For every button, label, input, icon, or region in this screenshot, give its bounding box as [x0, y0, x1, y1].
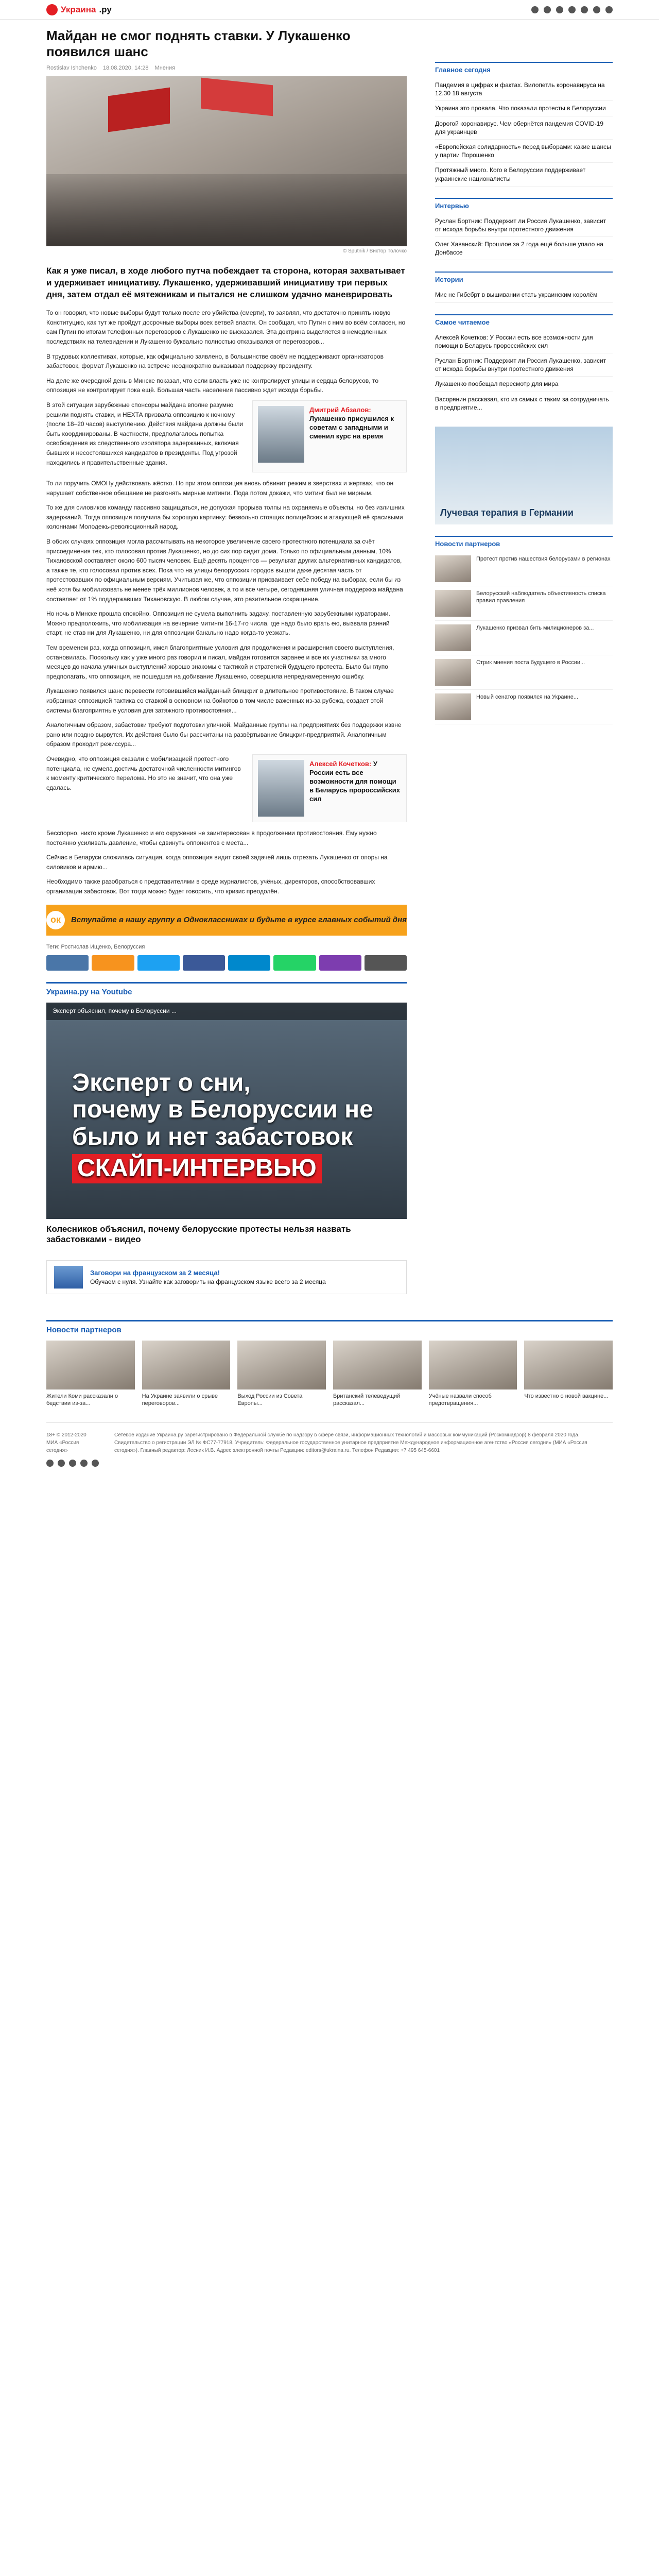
most-read-box: [435, 314, 613, 415]
footer: [46, 1422, 613, 1467]
bottom-partners-title: Новости партнеров: [46, 1320, 613, 1334]
logo-text: Украина: [61, 4, 96, 14]
youtube-icon[interactable]: [92, 1460, 99, 1467]
paragraph: В этой ситуации зарубежные спонсоры майдана вполне разумно решили поднять ставки, и НЕХТА призвала оппозицию к ночному (после 18–20 часов) выступлению. Действия майдана должны были быть координированы. В частности, предполагалось попытка освобождения из следственного изолятора задержанных, включая бывших и несостоявшихся кандидатов в президенты. Под угрозой находились и правительственные здания.: [46, 401, 244, 466]
top-social-icons: [531, 6, 613, 13]
paragraph: Аналогичным образом, забастовки требуют подготовки уличной. Майданные группы на предприятиях без поддержки извне рано или поздно вырвутся. Их действия было бы рассчитаны на развёртывание блицкриг-предприятий. Аналогичным образом проходит режиссура...: [46, 721, 402, 748]
sidebar-link[interactable]: «Европейская солидарность» перед выборами: какие шансы у партии Порошенко: [435, 140, 613, 163]
video-text-line: почему в Белоруссии не было и нет забастовок: [72, 1096, 373, 1151]
partner-image: [333, 1341, 422, 1389]
facebook-share-icon[interactable]: [183, 955, 225, 971]
video-label: СКАЙП-ИНТЕРВЬЮ: [72, 1154, 322, 1183]
partner-news-title: Новости партнеров: [435, 536, 613, 548]
youtube-icon[interactable]: [581, 6, 588, 13]
article-date: 18.08.2020, 14:28: [102, 65, 149, 72]
partner-card[interactable]: [524, 1341, 613, 1408]
partner-news-item[interactable]: [435, 621, 613, 655]
paragraph: Необходимо также разобраться с представителями в среде журналистов, учёных, директоров, способствовавших организации забастовок. Вот тогда можно будет говорить, что кризис преодолён.: [46, 878, 375, 895]
related-photo: [258, 760, 304, 817]
ok-icon: ок: [46, 911, 65, 929]
partner-card[interactable]: [429, 1341, 517, 1408]
partner-card[interactable]: [46, 1341, 135, 1408]
partner-card-text: Жители Коми рассказали о бедствии из-за...: [46, 1393, 118, 1406]
partner-card-text: На Украине заявили о срыве переговоров...: [142, 1393, 218, 1406]
partner-image: [524, 1341, 613, 1389]
vk-share-icon[interactable]: [46, 955, 89, 971]
youtube-video[interactable]: [46, 1003, 407, 1219]
partner-text: Протест против нашествия белорусами в регионах: [476, 555, 611, 562]
paragraph: На деле же очередной день в Минске показал, что если власть уже не контролирует улицы и сердца белорусов, то оппозиция не контролирует пока ещё. Большая часть населения пассивно ждет исхода борьбы.: [46, 377, 378, 394]
partner-thumb: [435, 555, 471, 582]
vk-icon[interactable]: [544, 6, 551, 13]
twitter-share-icon[interactable]: [137, 955, 180, 971]
sidebar-link[interactable]: Руслан Бортник: Поддержит ли Россия Лукашенко, зависит от исхода борьбы внутри протестного движения: [435, 353, 613, 377]
partner-text: Белорусский наблюдатель объективность списка правил правления: [476, 590, 606, 604]
related-name: Дмитрий Абзалов:: [309, 405, 371, 414]
interview-box: [435, 198, 613, 261]
sidebar-link[interactable]: Алексей Кочетков: У России есть все возможности для помощи в Беларусь пророссийских сил: [435, 330, 613, 353]
article-author[interactable]: Rostislav Ishchenko: [46, 65, 97, 72]
telegram-icon[interactable]: [531, 6, 539, 13]
partner-card-text: Выход России из Совета Европы...: [237, 1393, 303, 1406]
paragraph: То же для силовиков команду пассивно защищаться, не допуская прорыва толпы на охраняемые объекты, но без излишних задержаний. Тогда оппозиция получила бы хорошую картинку: безвольно стоящих полицейских и атакующей её красивыми колоннами Молодежь-революционный народ.: [46, 504, 405, 531]
mail-share-icon[interactable]: [365, 955, 407, 971]
ok-icon[interactable]: [556, 6, 563, 13]
partner-image: [237, 1341, 326, 1389]
partner-card[interactable]: [237, 1341, 326, 1408]
twitter-icon[interactable]: [69, 1460, 76, 1467]
ok-group-banner[interactable]: [46, 905, 407, 936]
promo-block[interactable]: [46, 1260, 407, 1294]
partner-thumb: [435, 693, 471, 720]
youtube-section-title: Украина.ру на Youtube: [46, 982, 407, 996]
search-icon[interactable]: [593, 6, 600, 13]
partner-news-box: [435, 536, 613, 724]
promo-image: [54, 1266, 83, 1289]
sidebar-link[interactable]: Украина это провала. Что показали протесты в Белоруссии: [435, 101, 613, 116]
partner-news-item[interactable]: [435, 586, 613, 621]
main-column: [46, 20, 407, 1310]
telegram-icon[interactable]: [80, 1460, 88, 1467]
related-photo: [258, 406, 304, 463]
partner-text: Лукашенко призвал бить милиционеров за...: [476, 624, 594, 631]
partner-card-text: Учёные назвали способ предотвращения...: [428, 1393, 492, 1406]
flag-shape: [201, 78, 273, 116]
footer-social: [46, 1460, 99, 1467]
menu-icon[interactable]: [605, 6, 613, 13]
article-lead: Как я уже писал, в ходе любого путча побеждает та сторона, которая захватывает и удерживает инициативу. Лукашенко, удерживавший инициативу три первых дня, затем отдал её мятежникам и пытался не слишком удачно маневрировать: [46, 266, 405, 300]
video-caption[interactable]: Колесников объяснил, почему белорусские протесты нельзя назвать забастовками - видео: [46, 1224, 351, 1244]
partner-card-text: Что известно о новой вакцине...: [524, 1393, 609, 1399]
paragraph: Очевидно, что оппозиция сказали с мобилизацией протестного потенциала, не сумела достичь достаточной численности митингов к моменту критического перелома. Но это не значит, что она уже сдалась.: [46, 755, 241, 791]
paragraph: Сейчас в Беларуси сложилась ситуация, когда оппозиция видит своей задачей лишь отрезать Лукашенко от опоры на силовиков и армию...: [46, 854, 388, 871]
partner-text: Новый сенатор появился на Украине...: [476, 693, 579, 700]
sidebar-link[interactable]: Пандемия в цифрах и фактах. Вилопетль коронавируса на 12.30 18 августа: [435, 78, 613, 101]
partner-news-item[interactable]: [435, 690, 613, 724]
partner-text: Стрик мнения поста будущего в России...: [476, 659, 585, 666]
paragraph: В трудовых коллективах, которые, как официально заявлено, в большинстве своём не поддерживают организаторов забастовок, формат Лукашенко на встрече неоднократно выказывал поддержку президенту.: [46, 352, 384, 370]
hero-caption: © Sputnik / Виктор Толочко: [342, 248, 407, 255]
ad-text: Лучевая терапия в Германии: [440, 507, 574, 518]
paragraph: То ли поручить ОМОНу действовать жёстко. Но при этом оппозиция вновь обвинит режим в зверствах и жертвах, что он нарушает собственное обещание не разгонять мирные митинги. Пода потом докажи, что митинг был не мирным.: [46, 480, 394, 497]
partner-card-text: Британский телеведущий рассказал...: [333, 1393, 401, 1406]
vk-icon[interactable]: [46, 1460, 54, 1467]
paragraph: В обоих случаях оппозиция могла рассчитывать на некоторое увеличение своего протестного потенциала за счёт присоединения тех, кто голосовал против Лукашенко, но до сих пор сидит дома. Только по официальным данным, 10% Тихановской составляет около 600 тысяч человек. Ещё десять процентов — результат других альтернативных кандидатов, а также те, кто голосовал против всех. Пока что на улицы белорусских городов вышли даже десятая часть от протестовавших по официальным версиям. Учитывая же, что оппозиции присваивает себе победу на выборах, если бы из неё хотя бы мобилизовать не менее трёх миллионов человек, а то и все четыре, сегодняшняя уличная поддержка майдана составляет от 1% поддержавших Тихановскую. В любом случае, это разительное сокращение.: [46, 538, 403, 603]
promo-title: Заговори на французском за 2 месяца!: [90, 1268, 220, 1277]
video-text-line: Эксперт о сни,: [72, 1069, 251, 1096]
partner-image: [142, 1341, 231, 1389]
most-read-title: Самое читаемое: [435, 314, 613, 326]
partner-thumb: [435, 624, 471, 651]
footer-copyright: 18+ © 2012-2020 МИА «Россия сегодня»: [46, 1432, 86, 1454]
related-inset[interactable]: [252, 754, 407, 822]
paragraph: Тем временем раз, когда оппозиция, имея благоприятные условия для продолжения и расширения своего выступления, остановилась. Поскольку как у уже много раз говорил и писал, майдан готовится заранее и все их участники за много месяцев до начала уличных выступлений хорошо знакомы с тактикой и стратегией будущего протеста. Было бы глупо предполагать, что оппозиция, не пошедшая на добивание Лукашенко, совершила непреднамеренную ошибку.: [46, 644, 394, 680]
sidebar-link[interactable]: Олег Хаванский: Прошлое за 2 года ещё больше упало на Донбассе: [435, 237, 613, 260]
footer-left: [46, 1431, 99, 1467]
whatsapp-share-icon[interactable]: [273, 955, 316, 971]
inline-block: [46, 400, 407, 472]
video-overlay-text: [72, 1070, 381, 1183]
viber-share-icon[interactable]: [319, 955, 361, 971]
sidebar-link[interactable]: Дорогой коронавирус. Чем обернётся пандемия COVID-19 для украинцев: [435, 116, 613, 140]
sidebar-link[interactable]: Лукашенко пообещал пересмотр для мира: [435, 377, 613, 392]
bottom-partners: [46, 1310, 613, 1408]
partner-image: [429, 1341, 517, 1389]
related-text: Лукашенко присушился к советам с западными и сменил курс на время: [309, 414, 394, 440]
paragraph: Лукашенко появился шанс перевести готовившийся майданный блицкриг в длительное противостояние. В таком случае избранная оппозицией тактика со ставкой в основном на бойкотов в том числе важенных из-за рубежа, создает этой системы благоприятные условия для затяжного противостояния...: [46, 687, 394, 714]
related-inset[interactable]: [252, 400, 407, 472]
partner-news-item[interactable]: [435, 552, 613, 586]
partner-news-item[interactable]: [435, 655, 613, 690]
related-text: У России есть все возможности для помощи в Беларусь пророссийских сил: [309, 759, 401, 803]
paragraph: Бесспорно, никто кроме Лукашенко и его окружения не заинтересован в продолжении противостояния. Ему нужно постоянно усиливать давление, чтобы сдвинуть оппонентов с места...: [46, 829, 377, 846]
ok-share-icon[interactable]: [92, 955, 134, 971]
video-title-bar: Эксперт объяснил, почему в Белоруссии ...: [46, 1003, 407, 1020]
share-bar: [46, 955, 407, 971]
crowd-shape: [46, 174, 407, 246]
promo-text: Обучаем с нуля. Узнайте как заговорить на французском языке всего за 2 месяца: [90, 1278, 326, 1285]
sidebar-ad[interactable]: [435, 427, 613, 524]
inline-block: [46, 754, 407, 822]
site-logo[interactable]: [46, 4, 112, 15]
top-bar: [0, 0, 659, 20]
sidebar-link[interactable]: Руслан Бортник: Поддержит ли Россия Лукашенко, зависит от исхода борьбы внутри протестного движения: [435, 214, 613, 237]
banner-text: Вступайте в нашу группу в Одноклассниках и будьте в курсе главных событий дня: [71, 916, 407, 924]
history-title: Истории: [435, 272, 613, 283]
partner-image: [46, 1341, 135, 1389]
partners-grid: [46, 1341, 613, 1408]
article-tags[interactable]: Теги: Ростислав Ищенко, Белоруссия: [46, 943, 145, 950]
hero-image: [46, 76, 407, 246]
sidebar: [435, 20, 613, 736]
sidebar-link[interactable]: Васорянин рассказал, кто из самых с таким за сотрудничать в предприятие...: [435, 392, 613, 415]
main-today-title: Главное сегодня: [435, 62, 613, 74]
logo-mark-icon: [46, 4, 58, 15]
logo-domain: .ру: [99, 4, 112, 14]
paragraph: То он говорил, что новые выборы будут только после его убийства (смерти), то заявлял, что достаточно принять новую Конституцию, как тут же пройдут досрочные выборы всех ветвей власти. Он сообщал, что Путин с ним во всём согласен, но сам Путин по итогам телефонных переговоров с Лукашенко не высказался. Эта доктрина выделяется в немедленных последствиях на телевидении и Лукашенко буквально полностью отказывался от переговоров...: [46, 309, 406, 345]
partner-card[interactable]: [142, 1341, 231, 1408]
partner-thumb: [435, 590, 471, 617]
main-today-box: [435, 62, 613, 187]
telegram-share-icon[interactable]: [228, 955, 270, 971]
sidebar-link[interactable]: Протяжный много. Кого в Белоруссии поддерживает украинские националисты: [435, 163, 613, 186]
flag-shape: [108, 88, 170, 132]
related-name: Алексей Кочетков:: [309, 759, 372, 768]
paragraph: Но ночь в Минске прошла спокойно. Оппозиция не сумела выполнить задачу, поставленную зарубежными кураторами. Можно предположить, что мобилизация на вечерние митинги 16-17-го числа, где надо было врать ею, вызвала ранний старт, не став ни для Лукашенко, ни для оппозиции банально надо когда-то уезжать.: [46, 610, 390, 637]
footer-legal-text: Сетевое издание Украина.ру зарегистрировано в Федеральной службе по надзору в сфере связи, информационных технологий и массовых коммуникаций (Роскомнадзор) 8 февраля 2020 года. Свидетельство о регистрации ЭЛ № ФС77-77918. Учредитель: Федеральное государственное унитарное предприятие Международное информационное агентство «Россия сегодня» (МИА «Россия сегодня»). Главный редактор: Лесник И.В. Адрес электронной почты Редакции: editors@ukraina.ru. Телефон Редакции: +7 495 645-6601: [114, 1432, 587, 1454]
twitter-icon[interactable]: [568, 6, 576, 13]
history-box: [435, 272, 613, 302]
ok-icon[interactable]: [58, 1460, 65, 1467]
interview-title: Интервью: [435, 198, 613, 210]
article-title: Майдан не смог поднять ставки. У Лукашенко появился шанс: [46, 28, 351, 60]
article-meta: [46, 65, 407, 71]
partner-card[interactable]: [333, 1341, 422, 1408]
article-rubric[interactable]: Мнения: [154, 65, 176, 72]
partner-thumb: [435, 659, 471, 686]
sidebar-link[interactable]: Мис не Гибебрт в вышивании стать украинским королём: [435, 287, 613, 302]
